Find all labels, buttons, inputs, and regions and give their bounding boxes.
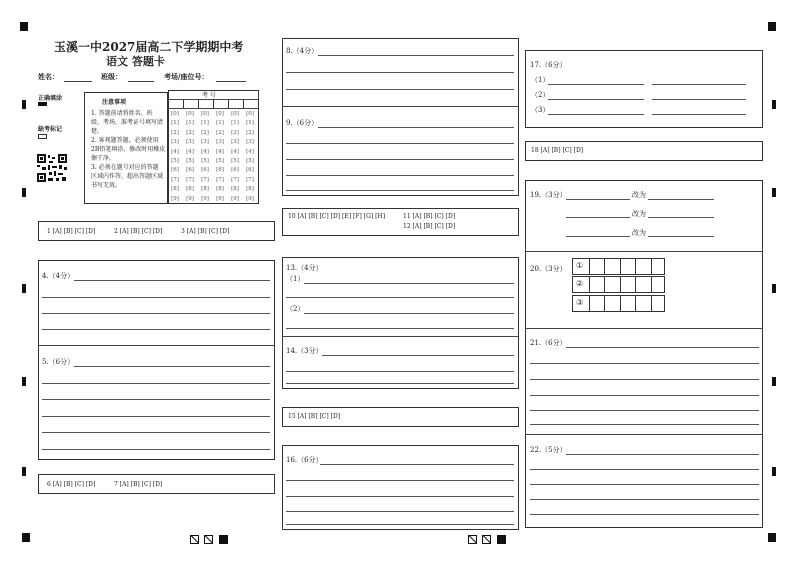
answer-line[interactable] [566,236,630,237]
exam-digit-bubble[interactable]: [9] [231,195,239,202]
exam-digit-bubble[interactable]: [6] [171,167,179,174]
answer-line[interactable] [286,383,514,384]
answer-line[interactable] [566,199,630,200]
writing-grid-row[interactable] [572,276,665,293]
correct-fill-sample [38,102,47,106]
answer-line[interactable] [286,524,514,525]
notice-line: 2. 客观题答题，必须使用 [91,137,159,144]
exam-digit-bubble[interactable]: [7] [201,176,209,183]
exam-digit-bubble[interactable]: [8] [231,186,239,193]
timing-mark-right [772,377,776,386]
timing-mark-right [772,284,776,293]
grid-cell-divider [604,296,605,311]
answer-line[interactable] [530,410,759,411]
change-to-label: 改为 [632,191,646,199]
timing-mark-left [22,467,26,476]
answer-line[interactable] [652,114,746,115]
question-22-label: 22.（5分） [530,446,567,454]
answer-line[interactable] [530,379,759,380]
corner-mark-top-right [768,22,776,31]
name-label: 姓名： [38,72,59,81]
section-divider [525,328,763,329]
answer-line[interactable] [286,496,514,497]
question-5-label: 5.（6分） [42,358,75,366]
answer-line[interactable] [286,72,514,73]
answer-line[interactable] [42,329,270,330]
seat-label: 考场/座位号： [164,72,209,81]
notice-line: 楚。 [91,128,104,135]
answer-line[interactable] [652,84,746,85]
answer-line[interactable] [42,383,270,384]
exam-digit-bubble[interactable]: [9] [201,195,209,202]
exam-digit-bubble[interactable]: [3] [201,139,209,146]
question-17-label: 17.（6分） [530,61,567,69]
exam-digit-bubble[interactable]: [2] [186,129,194,136]
answer-box-13-14 [282,257,519,389]
answer-line[interactable] [648,236,714,237]
timing-mark-left [22,188,26,197]
answer-line[interactable] [548,84,644,85]
notice-title: 注意事项 [102,99,127,106]
name-field[interactable] [64,81,92,82]
exam-digit-bubble[interactable]: [1] [171,120,179,127]
exam-digit-bubble[interactable]: [8] [171,186,179,193]
class-field[interactable] [128,81,154,82]
question-20-label: 20.（3分） [530,265,567,273]
writing-grid-row[interactable] [572,295,665,312]
answer-line[interactable] [74,280,270,281]
question-13-label: 13.（4分） [286,264,323,272]
answer-line[interactable] [286,480,514,481]
corner-mark-top-left [20,22,28,31]
exam-digit-bubble[interactable]: [0] [201,111,209,117]
exam-digit-bubble[interactable]: [3] [246,139,254,146]
grid-row-marker: ① [576,261,584,270]
question-13-part-1: （1） [286,275,305,283]
corner-mark-bottom-right [768,533,776,542]
notice-line: 2B铅笔填涂，修改时用橡皮 [91,146,166,153]
answer-line[interactable] [42,313,270,314]
answer-line[interactable] [530,395,759,396]
section-divider [282,106,519,107]
answer-line[interactable] [286,190,514,191]
section-divider [38,345,275,346]
choice-q7[interactable]: 7 [A] [B] [C] [D] [114,481,163,488]
exam-digit-bubble[interactable]: [4] [246,148,254,155]
exam-digit-bubble[interactable]: [3] [171,139,179,146]
answer-line[interactable] [286,511,514,512]
grid-cell-divider [635,277,636,292]
exam-digit-bubble[interactable]: [4] [216,148,224,155]
exam-number-column[interactable] [214,110,226,204]
exam-digit-bubble[interactable]: [8] [201,186,209,193]
grid-cell-divider [589,277,590,292]
section-divider [525,251,763,252]
exam-digit-bubble[interactable]: [4] [186,148,194,155]
exam-digit-bubble[interactable]: [2] [201,129,209,136]
question-17-part-3: （3） [531,106,550,114]
notice-line: 3. 必须在题号对应的答题 [91,164,159,171]
exam-number-column[interactable] [184,110,196,204]
exam-number-column[interactable] [229,110,241,204]
answer-line[interactable] [42,416,270,417]
choice-q1[interactable]: 1 [A] [B] [C] [D] [47,228,96,235]
answer-line[interactable] [530,499,759,500]
choice-q2[interactable]: 2 [A] [B] [C] [D] [114,228,163,235]
exam-number-column[interactable] [169,110,181,204]
answer-line[interactable] [304,283,514,284]
page-subtitle: 语文 答题卡 [106,55,165,68]
exam-digit-bubble[interactable]: [5] [246,158,254,165]
exam-digit-bubble[interactable]: [3] [216,139,224,146]
answer-line[interactable] [322,355,514,356]
exam-digit-bubble[interactable]: [0] [171,111,179,117]
absent-mark-label: 缺考标记 [38,126,63,133]
choice-q6[interactable]: 6 [A] [B] [C] [D] [47,481,96,488]
answer-line[interactable] [530,424,759,425]
change-to-label: 改为 [632,210,646,218]
grid-cell-divider [635,259,636,274]
exam-digit-bubble[interactable]: [9] [246,195,254,202]
notice-line: 书写无效。 [91,182,122,189]
answer-line[interactable] [652,99,746,100]
question-19-label: 19.（3分） [530,191,567,199]
exam-digit-bubble[interactable]: [6] [216,167,224,174]
exam-digit-bubble[interactable]: [3] [186,139,194,146]
exam-digit-bubble[interactable]: [7] [246,176,254,183]
class-label: 班级： [101,72,122,81]
exam-digit-bubble[interactable]: [9] [171,195,179,202]
exam-digit-bubble[interactable]: [4] [171,148,179,155]
answer-line[interactable] [648,199,714,200]
grid-cell-divider [604,259,605,274]
page-mark [219,535,228,544]
exam-digit-bubble[interactable]: [9] [186,195,194,202]
grid-cell-divider [620,277,621,292]
absent-mark-checkbox[interactable] [38,134,47,139]
section-divider [525,434,763,435]
question-4-label: 4.（4分） [42,272,75,280]
answer-line[interactable] [286,159,514,160]
question-21-label: 21.（6分） [530,339,567,347]
question-17-part-1: （1） [531,76,550,84]
writing-grid-row[interactable] [572,258,665,275]
exam-digit-bubble[interactable]: [9] [216,195,224,202]
page-title: 玉溪一中2027届高二下学期期中考 [54,40,244,54]
timing-mark-left [22,377,26,386]
exam-number-columns [168,99,259,108]
exam-digit-bubble[interactable]: [0] [216,111,224,117]
exam-number-label: 考 号 [202,92,216,99]
notice-line: 级、考场、准考证号填写清 [91,119,164,126]
hatch-mark [190,535,199,544]
grid-cell-divider [620,296,621,311]
grid-cell-divider [620,259,621,274]
grid-cell-divider [589,296,590,311]
exam-digit-bubble[interactable]: [3] [231,139,239,146]
exam-digit-bubble[interactable]: [8] [216,186,224,193]
exam-digit-bubble[interactable]: [8] [246,186,254,193]
exam-digit-bubble[interactable]: [0] [186,111,194,117]
answer-line[interactable] [320,464,514,465]
answer-line[interactable] [286,143,514,144]
answer-line[interactable] [530,363,759,364]
answer-box-8-9 [282,38,519,196]
exam-digit-bubble[interactable]: [2] [231,129,239,136]
answer-line[interactable] [566,217,630,218]
exam-digit-bubble[interactable]: [6] [201,167,209,174]
answer-line[interactable] [566,347,759,348]
grid-row-marker: ③ [576,298,584,307]
question-14-label: 14.（3分） [286,347,323,355]
change-to-label: 改为 [632,229,646,237]
answer-line[interactable] [318,127,514,128]
answer-line[interactable] [566,454,759,455]
exam-digit-bubble[interactable]: [5] [186,158,194,165]
exam-digit-bubble[interactable]: [8] [186,186,194,193]
question-16-label: 16.（6分） [286,456,323,464]
answer-line[interactable] [304,313,514,314]
answer-line[interactable] [648,217,714,218]
seat-field[interactable] [216,81,246,82]
exam-digit-bubble[interactable]: [7] [231,176,239,183]
grid-cell-divider [651,259,652,274]
answer-line[interactable] [74,366,270,367]
exam-digit-bubble[interactable]: [7] [216,176,224,183]
hatch-mark [204,535,213,544]
exam-number-bubbles[interactable] [168,110,259,204]
answer-line[interactable] [42,399,270,400]
exam-digit-bubble[interactable]: [6] [231,167,239,174]
exam-digit-bubble[interactable]: [6] [246,167,254,174]
exam-number-write-rule [168,108,259,109]
exam-digit-bubble[interactable]: [5] [231,158,239,165]
exam-digit-bubble[interactable]: [5] [171,158,179,165]
question-8-label: 8.（4分） [286,47,319,55]
exam-digit-bubble[interactable]: [1] [216,120,224,127]
exam-digit-bubble[interactable]: [2] [216,129,224,136]
exam-digit-bubble[interactable]: [1] [231,120,239,127]
hatch-mark [482,535,491,544]
exam-digit-bubble[interactable]: [1] [201,120,209,127]
grid-cell-divider [635,296,636,311]
exam-digit-bubble[interactable]: [0] [231,111,239,117]
answer-line[interactable] [286,297,514,298]
question-9-label: 9.（6分） [286,119,319,127]
answer-line[interactable] [530,469,759,470]
page-mark [497,535,506,544]
exam-digit-bubble[interactable]: [4] [231,148,239,155]
grid-cell-divider [604,277,605,292]
choice-q3[interactable]: 3 [A] [B] [C] [D] [181,228,230,235]
exam-number-column[interactable] [244,110,256,204]
exam-digit-bubble[interactable]: [1] [246,120,254,127]
hatch-mark [468,535,477,544]
choice-q15[interactable]: 15 [A] [B] [C] [D] [288,413,341,420]
answer-line[interactable] [286,89,514,90]
answer-line[interactable] [42,432,270,433]
grid-cell-divider [651,296,652,311]
corner-mark-bottom-left [22,533,30,542]
answer-line[interactable] [548,99,644,100]
notice-line: 1. 答题前请将姓名、班 [91,110,153,117]
exam-digit-bubble[interactable]: [1] [186,120,194,127]
grid-cell-divider [589,259,590,274]
answer-line[interactable] [530,514,759,515]
exam-digit-bubble[interactable]: [7] [171,176,179,183]
answer-line[interactable] [530,484,759,485]
exam-digit-bubble[interactable]: [4] [201,148,209,155]
answer-line[interactable] [286,175,514,176]
timing-mark-left [22,284,26,293]
notice-line: 区域内作答，超出答题区域 [91,173,164,180]
timing-mark-right [772,188,776,197]
timing-mark-right [772,467,776,476]
qr-code [37,154,67,182]
choice-q11[interactable]: 11 [A] [B] [C] [D] [403,213,456,220]
exam-digit-bubble[interactable]: [7] [186,176,194,183]
timing-mark-left [22,100,26,109]
section-divider [282,336,519,337]
answer-line[interactable] [286,328,514,329]
notice-line: 擦干净。 [91,155,116,162]
answer-line[interactable] [42,297,270,298]
answer-line[interactable] [548,114,644,115]
exam-number-column[interactable] [199,110,211,204]
choice-q12[interactable]: 12 [A] [B] [C] [D] [403,223,456,230]
exam-digit-bubble[interactable]: [5] [201,158,209,165]
choice-q18[interactable]: 18 [A] [B] [C] [D] [531,147,584,154]
exam-digit-bubble[interactable]: [5] [216,158,224,165]
choice-q10[interactable]: 10 [A] [B] [C] [D] [E] [F] [G] [H] [288,213,386,220]
question-13-part-2: （2） [286,305,305,313]
correct-fill-label: 正确填涂 [38,95,63,102]
exam-digit-bubble[interactable]: [2] [171,129,179,136]
answer-line[interactable] [42,449,270,450]
exam-digit-bubble[interactable]: [6] [186,167,194,174]
timing-mark-right [772,100,776,109]
exam-digit-bubble[interactable]: [0] [246,111,254,117]
answer-line[interactable] [318,55,514,56]
exam-digit-bubble[interactable]: [2] [246,129,254,136]
question-17-part-2: （2） [531,91,550,99]
grid-cell-divider [651,277,652,292]
grid-row-marker: ② [576,279,584,288]
answer-line[interactable] [286,371,514,372]
